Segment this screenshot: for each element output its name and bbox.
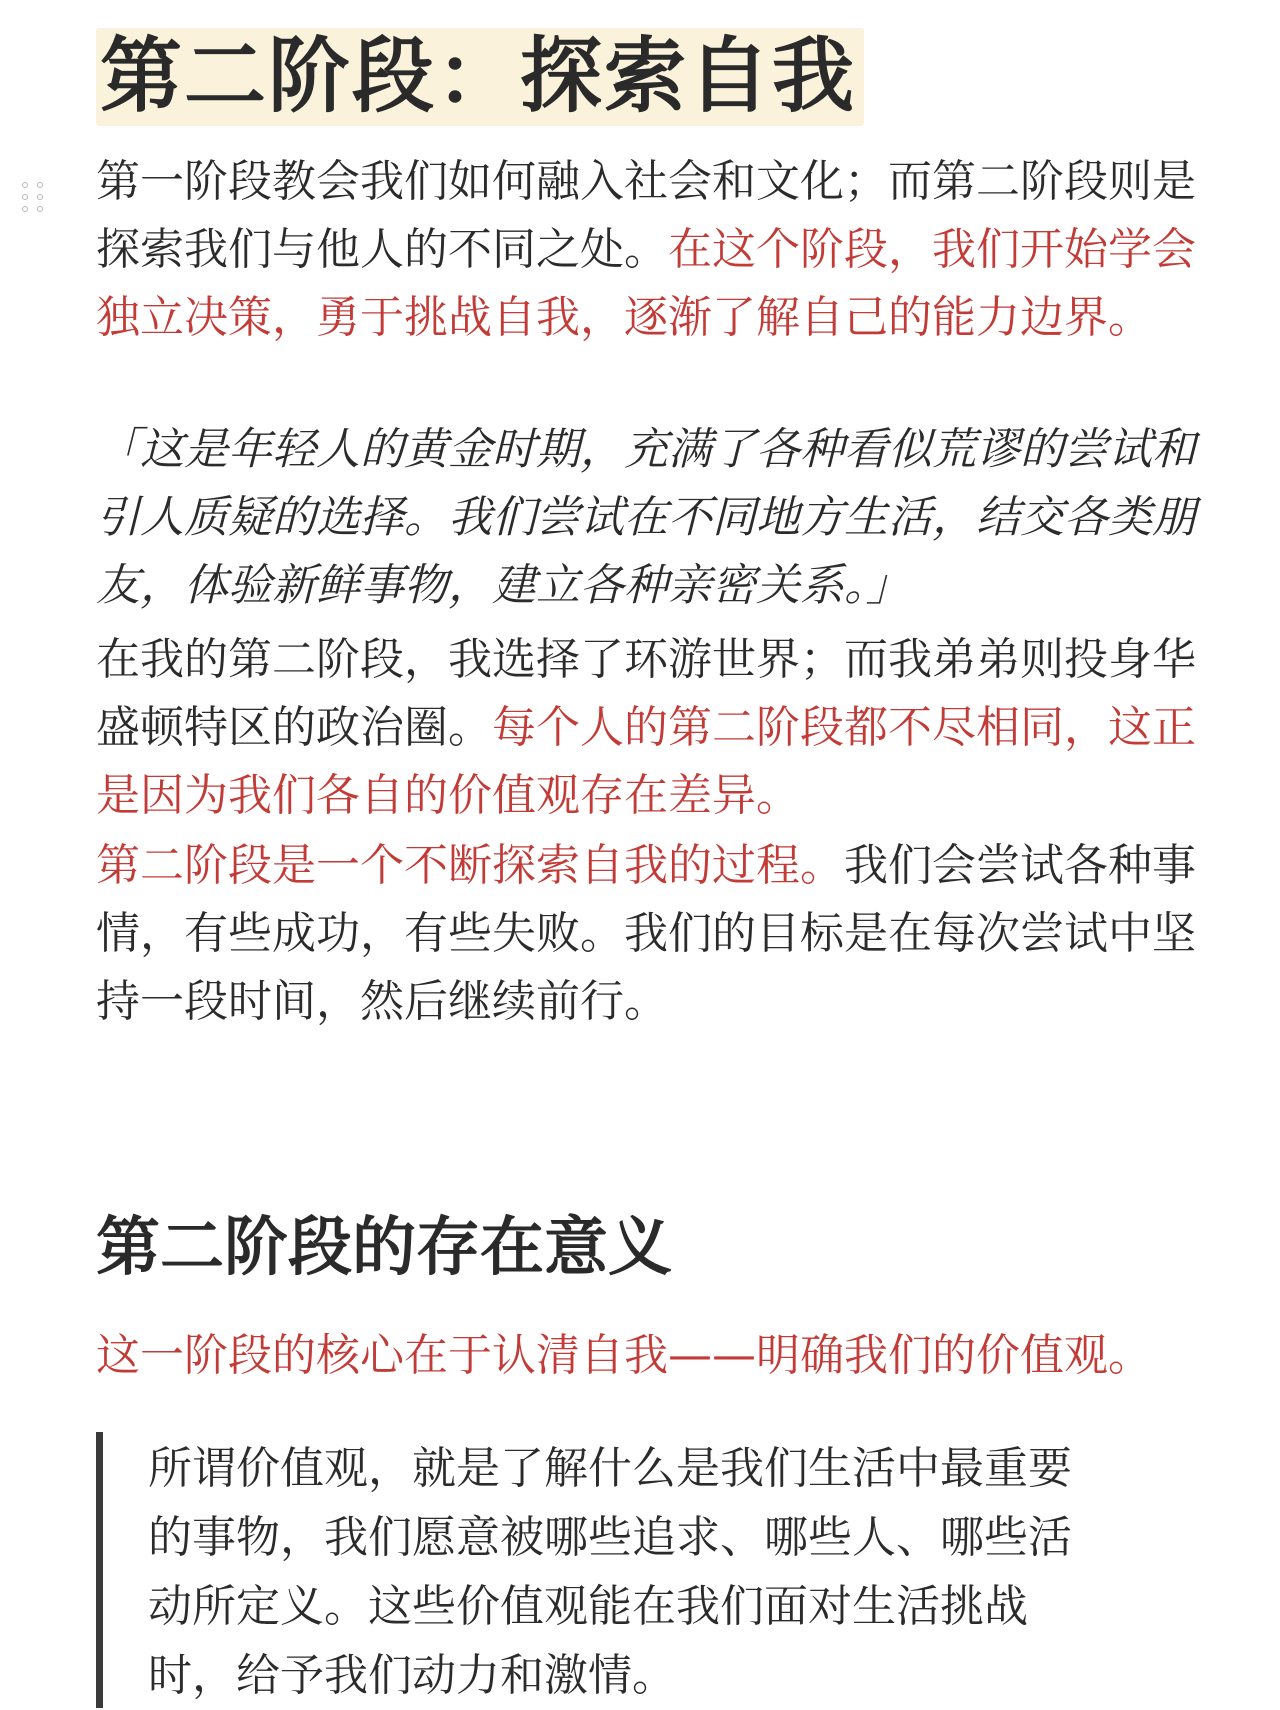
- paragraph-core: [96, 1322, 1206, 1390]
- personal-highlight: 每个人的第二阶段都不尽相同，这正是因为我们各自的价值观存在差异。: [96, 702, 1196, 821]
- drag-dot: [37, 194, 43, 200]
- personal-text: 在我的第二阶段，我选择了环游世界；而我弟弟则投身华盛顿特区的政治圈。: [96, 634, 1196, 753]
- title-highlight: [96, 28, 864, 126]
- values-blockquote: [96, 1432, 1106, 1708]
- drag-dot: [37, 182, 43, 188]
- drag-dot: [22, 206, 28, 212]
- paragraph-process: [96, 832, 1206, 1036]
- core-highlight: 这一阶段的核心在于认清自我——明确我们的价值观。: [96, 1330, 1152, 1381]
- section-heading: 第二阶段的存在意义: [96, 1211, 672, 1285]
- paragraph-quote: 「这是年轻人的黄金时期，充满了各种看似荒谬的尝试和引人质疑的选择。我们尝试在不同地方生活，结交各类朋友，体验新鲜事物，建立各种亲密关系。」: [96, 424, 1196, 611]
- page-title: 第二阶段：探索自我: [100, 29, 857, 124]
- drag-dot: [22, 194, 28, 200]
- process-highlight: 第二阶段是一个不断探索自我的过程。: [96, 840, 844, 891]
- process-text: 我们会尝试各种事情，有些成功，有些失败。我们的目标是在每次尝试中坚持一段时间，然后继续前行。: [96, 840, 1196, 1027]
- blockquote-text: 所谓价值观，就是了解什么是我们生活中最重要的事物，我们愿意被哪些追求、哪些人、哪些活动所定义。这些价值观能在我们面对生活挑战时，给予我们动力和激情。: [148, 1443, 1072, 1701]
- intro-highlight: 在这个阶段，我们开始学会独立决策，勇于挑战自我，逐渐了解自己的能力边界。: [96, 224, 1196, 343]
- paragraph-intro: [96, 148, 1206, 352]
- paragraph-personal: [96, 626, 1206, 830]
- drag-handle-icon[interactable]: [22, 182, 44, 218]
- intro-text: 第一阶段教会我们如何融入社会和文化；而第二阶段则是探索我们与他人的不同之处。: [96, 156, 1196, 275]
- drag-dot: [22, 182, 28, 188]
- drag-dot: [37, 206, 43, 212]
